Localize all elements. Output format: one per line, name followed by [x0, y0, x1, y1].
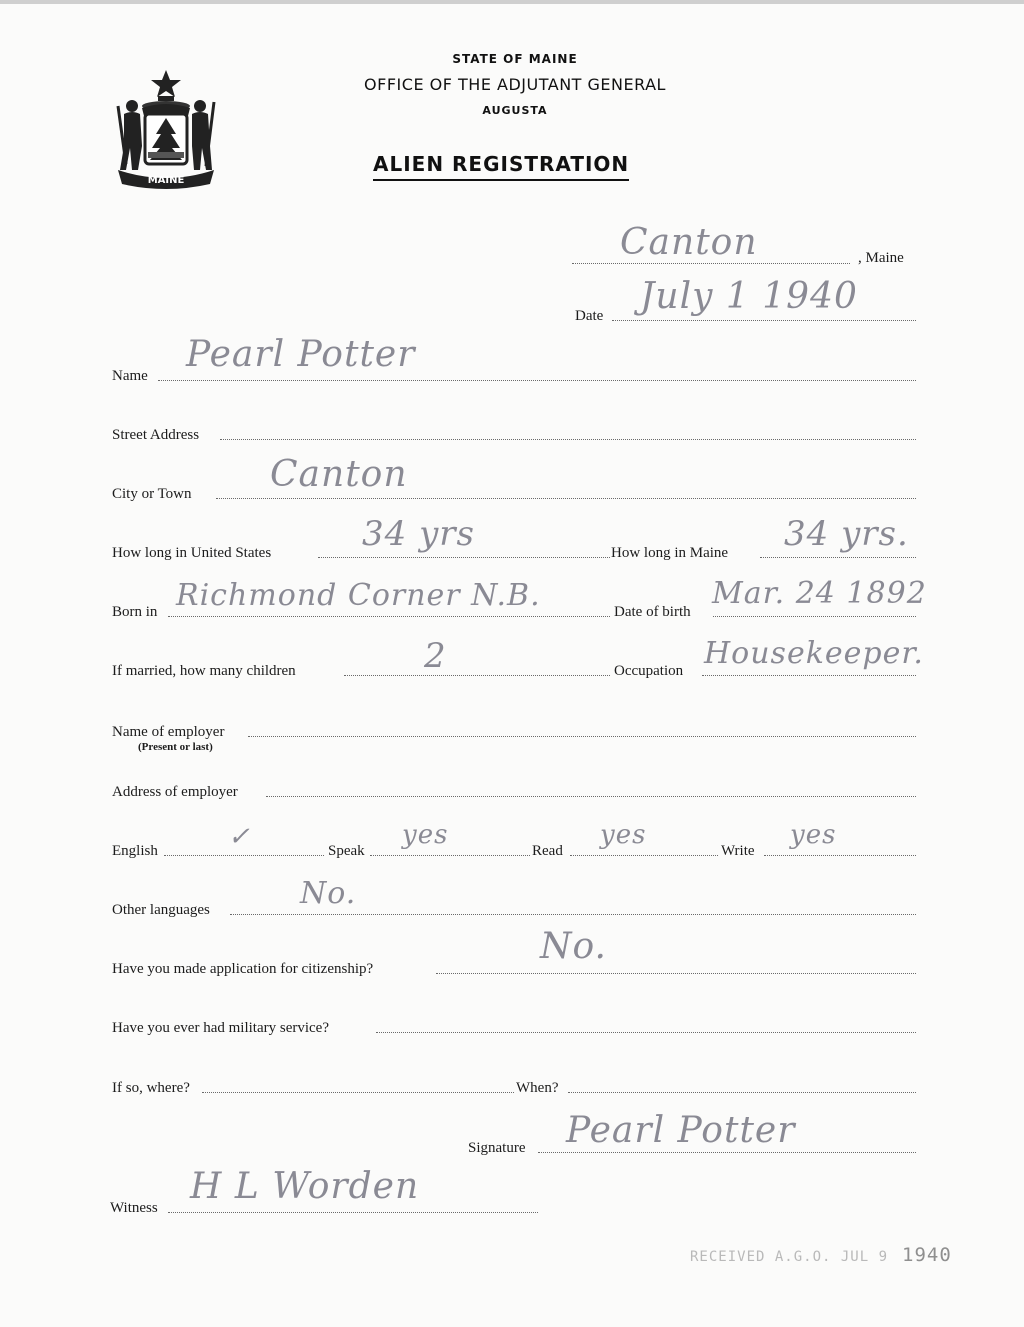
years-maine-label: How long in Maine [611, 545, 729, 561]
dob-value[interactable]: Mar. 24 1892 [712, 576, 927, 611]
citizenship-line [436, 973, 916, 974]
years-us-label: How long in United States [112, 545, 272, 561]
employer-line [248, 736, 916, 737]
occupation-line [702, 675, 916, 676]
military-label: Have you ever had military service? [112, 1020, 329, 1036]
children-value[interactable]: 2 [424, 636, 447, 676]
witness-line [168, 1212, 538, 1213]
years-us-value[interactable]: 34 yrs [362, 514, 475, 554]
when-label: When? [516, 1080, 559, 1096]
employer-address-line [266, 796, 916, 797]
occupation-label: Occupation [614, 663, 684, 679]
citizenship-label: Have you made application for citizenship? [112, 961, 374, 977]
seal-banner-text: MAINE [147, 175, 185, 186]
other-languages-label: Other languages [112, 902, 210, 918]
children-line [344, 675, 610, 676]
date-line [612, 320, 916, 321]
street-line [220, 439, 916, 440]
english-label: English [112, 843, 158, 859]
employer-address-label: Address of employer [112, 784, 238, 800]
page-top-edge [0, 0, 1024, 4]
form-title: ALIEN REGISTRATION [373, 152, 629, 181]
city-label: City or Town [112, 486, 192, 502]
place-line [572, 263, 850, 264]
dob-line [713, 616, 916, 617]
where-label: If so, where? [112, 1080, 190, 1096]
state-of-maine-seal-icon [112, 66, 220, 191]
received-stamp-year: 1940 [902, 1244, 952, 1266]
years-maine-value[interactable]: 34 yrs. [784, 514, 909, 554]
read-label: Read [532, 843, 563, 859]
born-in-line [168, 616, 610, 617]
write-label: Write [721, 843, 755, 859]
received-stamp [690, 1244, 952, 1266]
when-line [568, 1092, 916, 1093]
read-line [570, 855, 718, 856]
witness-label: Witness [110, 1200, 158, 1216]
place-suffix: , Maine [858, 250, 904, 266]
date-label: Date [575, 308, 604, 324]
street-label: Street Address [112, 427, 200, 443]
employer-label: Name of employer [112, 724, 225, 740]
date-value[interactable]: July 1 1940 [640, 276, 858, 317]
occupation-value[interactable]: Housekeeper. [704, 636, 924, 671]
where-line [202, 1092, 514, 1093]
english-line [164, 855, 324, 856]
born-in-value[interactable]: Richmond Corner N.B. [176, 578, 541, 613]
city-line [216, 498, 916, 499]
dob-label: Date of birth [614, 604, 691, 620]
speak-label: Speak [328, 843, 365, 859]
employer-sublabel: (Present or last) [138, 741, 213, 753]
header-state: STATE OF MAINE [452, 52, 578, 66]
header-city: AUGUSTA [482, 104, 548, 117]
years-us-line [318, 557, 610, 558]
speak-line [370, 855, 530, 856]
other-languages-line [230, 914, 916, 915]
read-value[interactable]: yes [600, 820, 647, 850]
military-line [376, 1032, 916, 1033]
signature-label: Signature [468, 1140, 526, 1156]
years-maine-line [760, 557, 916, 558]
children-label: If married, how many children [112, 663, 296, 679]
speak-value[interactable]: yes [402, 820, 449, 850]
city-value[interactable]: Canton [270, 454, 408, 495]
write-value[interactable]: yes [790, 820, 837, 850]
citizenship-value[interactable]: No. [540, 926, 607, 967]
signature-value[interactable]: Pearl Potter [566, 1110, 796, 1151]
name-label: Name [112, 368, 148, 384]
other-languages-value[interactable]: No. [300, 876, 357, 911]
write-line [764, 855, 916, 856]
name-line [158, 380, 916, 381]
received-stamp-text: RECEIVED A.G.O. JUL 9 [690, 1249, 889, 1265]
header-office: OFFICE OF THE ADJUTANT GENERAL [364, 75, 666, 94]
signature-line [538, 1152, 916, 1153]
english-value[interactable]: ✓ [228, 822, 251, 852]
place-value[interactable]: Canton [620, 222, 758, 263]
name-value[interactable]: Pearl Potter [186, 334, 416, 375]
witness-value[interactable]: H L Worden [190, 1166, 420, 1207]
born-in-label: Born in [112, 604, 158, 620]
